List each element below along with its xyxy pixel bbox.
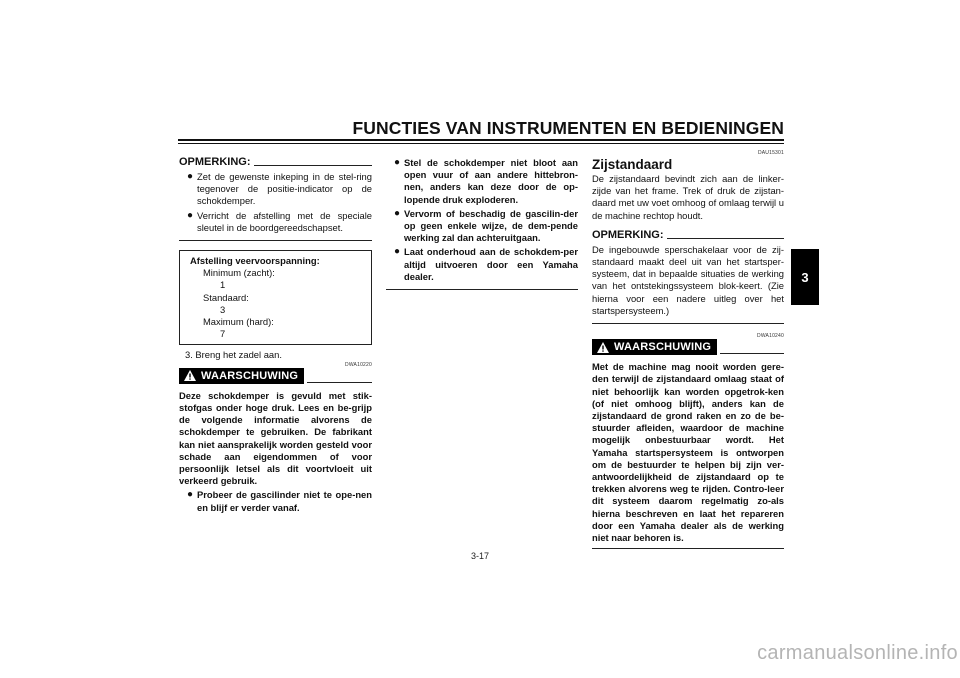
page-header-title: FUNCTIES VAN INSTRUMENTEN EN BEDIENINGEN [352, 118, 784, 138]
spec-std-label: Standaard: [203, 291, 249, 303]
page-number: 3-17 [470, 551, 489, 561]
warning-triangle-icon [597, 342, 609, 353]
note-bullet: ● Zet de gewenste inkeping in de stel-ring tegenover de positie-indicator op de schokdemper. [187, 171, 372, 207]
note-heading [179, 156, 372, 168]
header-rule-thin [178, 143, 784, 144]
section-code: DAU15301 [757, 150, 784, 156]
chapter-tab-number: 3 [801, 269, 809, 285]
spec-max-label: Maximum (hard): [203, 316, 274, 328]
spec-title: Afstelling veervoorspanning: [190, 255, 320, 267]
warning-end-rule [592, 548, 784, 549]
warning-triangle-icon [184, 370, 196, 381]
bullet-icon: ● [187, 209, 194, 221]
warning-code: DWA10240 [757, 333, 784, 340]
header-rule [178, 139, 784, 141]
warning-badge: WAARSCHUWING [592, 339, 717, 355]
warning-end-rule [386, 289, 578, 290]
warning-bullet: ● Stel de schokdemper niet bloot aan open vuur of aan andere hittebron-nen, anders kan deze door de op-lopende druk exploderen. [394, 157, 578, 205]
section-text: De zijstandaard bevindt zich aan de linker-zijde van het frame. Trek of druk de zijstan-daard met uw voet omhoog of omlaag terwijl u de machine rechtop houdt. [592, 173, 784, 221]
step-3: 3. Breng het zadel aan. [185, 349, 282, 361]
warning-badge: WAARSCHUWING [179, 368, 304, 384]
warning-text: Met de machine mag nooit worden gere-den terwijl de zijstandaard omlaag staat of niet behoorlijk kan worden opgetrok-ken (of niet omhoog blijft), anders kan de zijstandaard de grond raken en zo de be-stuurder afleiden, waardoor de machine mogelijk onbestuurbaar wordt. Het Yamaha startspersysteem is ontworpen om de bestuurder te helpen bij zijn ver-antwoordelijkheid de zijstandaard op te trekken alvorens weg te rijden. Contro-leer dit systeem daarom regelmatig zo-als hierna beschreven en laat het repareren door een Yamaha dealer als de werking niet naar behoren is. [592, 361, 784, 544]
column-left [179, 156, 372, 514]
chapter-tab [791, 249, 819, 305]
bullet-icon: ● [394, 157, 401, 168]
note-end-rule [179, 240, 372, 241]
warning-bullet: ● Probeer de gascilinder niet te ope-nen en blijf er verder vanaf. [187, 489, 372, 513]
spec-std-value: 3 [220, 303, 226, 315]
section-title: Zijstandaard [592, 157, 673, 172]
spec-min-value: 1 [220, 279, 226, 291]
spec-max-value: 7 [220, 328, 226, 340]
note-text: De ingebouwde sperschakelaar voor de zij-standaard maakt deel uit van het startsper-systeem, dat in bepaalde situaties de werking van het ontstekingssysteem blok-keert. (Zie hierna voor een nadere uitleg over het startspersysteem.) [592, 243, 784, 316]
note-bullet: ● Verricht de afstelling met de speciale sleutel in de boordgereedschapset. [187, 209, 372, 233]
spec-box [179, 250, 372, 345]
bullet-icon: ● [187, 489, 194, 501]
watermark: carmanualsonline.info [757, 642, 958, 664]
warning-heading [179, 368, 372, 384]
bullet-icon: ● [394, 246, 401, 258]
warning-code: DWA10220 [345, 361, 372, 368]
warning-heading [592, 339, 784, 355]
note-heading-label: OPMERKING: [592, 228, 664, 241]
column-right [592, 150, 784, 549]
spec-min-label: Minimum (zacht): [203, 267, 275, 279]
note-heading-label: OPMERKING: [179, 156, 251, 168]
warning-text: Deze schokdemper is gevuld met stik-stofgas onder hoge druk. Lees en be-grijp de volgende informatie alvorens de schokdemper te gebruiken. De fabrikant kan niet aansprakelijk worden gesteld voor schade aan eigendommen of voor persoonlijk letsel als dit voortvloeit uit verkeerd gebruik. [179, 389, 372, 487]
warning-bullet: ● Laat onderhoud aan de schokdem-per altijd uitvoeren door een Yamaha dealer. [394, 246, 578, 282]
bullet-icon: ● [394, 207, 401, 219]
note-heading [592, 229, 784, 241]
note-end-rule [592, 323, 784, 324]
bullet-icon: ● [187, 171, 194, 182]
column-middle [386, 155, 578, 290]
warning-bullet: ● Vervorm of beschadig de gascilin-der op geen enkele wijze, de dem-pende werking zal dan achteruitgaan. [394, 207, 578, 244]
